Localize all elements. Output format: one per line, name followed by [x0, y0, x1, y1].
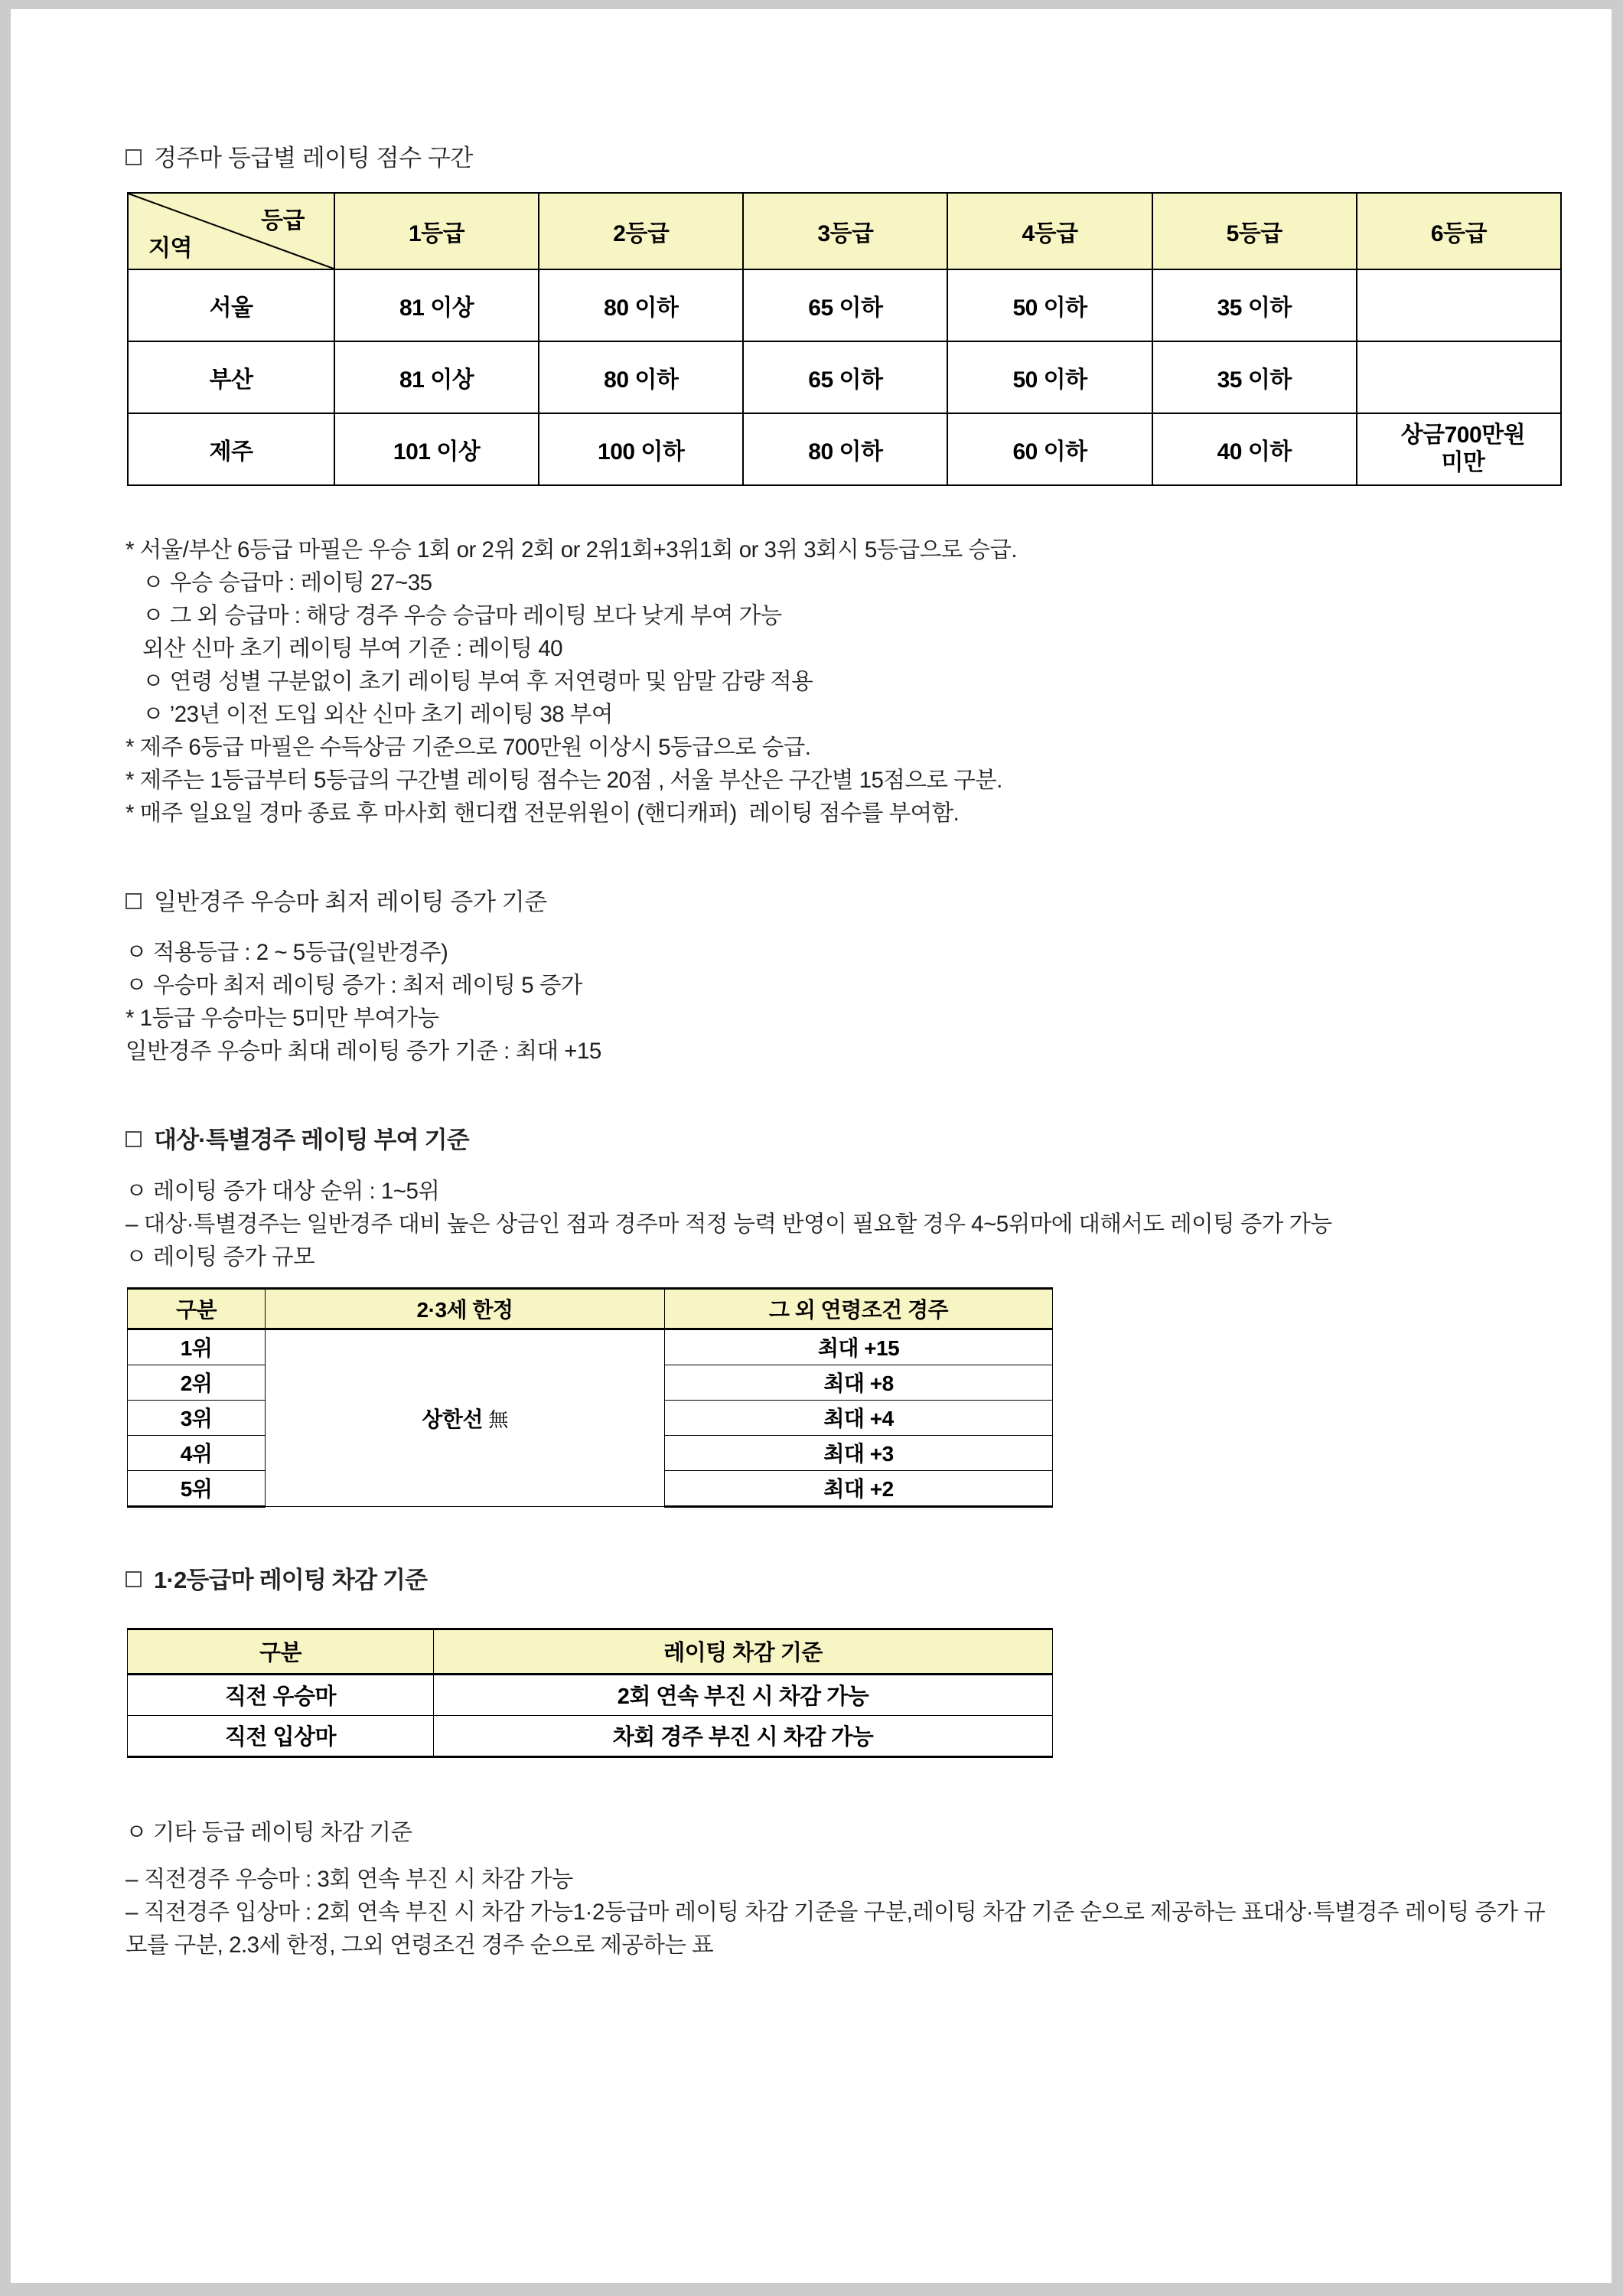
column-header-grade-2: 2등급 [539, 193, 743, 269]
note-line: 외산 신마 초기 레이팅 부여 기준 : 레이팅 40 [142, 636, 563, 662]
note-line: – 직전경주 입상마 : 2회 연속 부진 시 차감 가능1·2등급마 레이팅 차감 기준을 구분,레이팅 차감 기준 순으로 제공하는 표대상·특별경주 레이팅 증가 규모를 구분, 2.3세 한정, 그외 연령조건 경주 순으로 제공하는 표 [125, 1899, 1546, 1958]
note-line: ㅇ 그 외 승급마 : 해당 경주 우승 승급마 레이팅 보다 낮게 부여 가능 [142, 603, 782, 629]
cell-jeju-grade6-line1: 상금700만원 [1400, 422, 1526, 448]
cell-other-age-5: 최대 +2 [665, 1470, 1053, 1506]
table-row [128, 1715, 1053, 1756]
cell-jeju-grade5: 40 이하 [1152, 413, 1357, 485]
column-header-grade-5: 5등급 [1152, 193, 1357, 269]
column-header-division: 구분 [128, 1629, 434, 1674]
note-line: ㅇ 레이팅 증가 규모 [125, 1244, 315, 1270]
note-line: ㅇ ’23년 이전 도입 외산 신마 초기 레이팅 38 부여 [142, 702, 613, 728]
cell-rank-2: 2위 [128, 1365, 266, 1400]
note-line: – 직전경주 우승마 : 3회 연속 부진 시 차감 가능 [125, 1866, 573, 1892]
section-heading-special-race-rating [125, 1126, 1564, 1154]
cell-jeju-grade6-line2: 미만 [1441, 450, 1485, 476]
spacer [125, 830, 1564, 888]
note-line: – 대상·특별경주는 일반경주 대비 높은 상금인 점과 경주마 적정 능력 반영이 필요할 경우 4~5위마에 대해서도 레이팅 증가 가능 [125, 1211, 1332, 1237]
row-label-seoul: 서울 [128, 269, 334, 341]
cell-rank-1: 1위 [128, 1329, 266, 1365]
table-row [128, 413, 1561, 485]
section3-heading-text: 대상·특별경주 레이팅 부여 기준 [154, 1127, 469, 1154]
cell-busan-grade1: 81 이상 [334, 341, 539, 413]
document-page [11, 9, 1612, 2283]
note-line: ㅇ 레이팅 증가 대상 순위 : 1~5위 [125, 1178, 440, 1204]
cell-other-age-4: 최대 +3 [665, 1435, 1053, 1470]
rating-deduction-criteria-table [127, 1628, 1053, 1758]
column-header-other-age: 그 외 연령조건 경주 [665, 1288, 1053, 1329]
note-line: * 매주 일요일 경마 종료 후 마사회 핸디캡 전문위원이 (핸디캐퍼) 레이팅 점수를 부여함. [125, 801, 960, 827]
corner-diagonal-header-cell [128, 193, 334, 269]
section2-heading-text: 일반경주 우승마 최저 레이팅 증가 기준 [154, 889, 547, 916]
cell-seoul-grade5: 35 이하 [1152, 269, 1357, 341]
cell-rank-5: 5위 [128, 1470, 266, 1506]
column-header-deduction-criteria: 레이팅 차감 기준 [434, 1629, 1053, 1674]
cell-other-age-2: 최대 +8 [665, 1365, 1053, 1400]
note-line: * 제주는 1등급부터 5등급의 구간별 레이팅 점수는 20점 , 서울 부산은 구간별 15점으로 구분. [125, 768, 1002, 794]
column-header-division: 구분 [128, 1288, 266, 1329]
cell-jeju-grade3: 80 이하 [743, 413, 947, 485]
note-line: * 서울/부산 6등급 마필은 우승 1회 or 2위 2회 or 2위1회+3위1회 or 3위 3회시 5등급으로 승급. [125, 537, 1018, 563]
spacer [125, 1758, 1564, 1816]
spacer [125, 1274, 1564, 1287]
table-header-row [128, 193, 1561, 269]
row-label-jeju: 제주 [128, 413, 334, 485]
grade-rating-range-table [127, 192, 1562, 486]
cell-jeju-grade2: 100 이하 [539, 413, 743, 485]
spacer [125, 1068, 1564, 1126]
cell-seoul-grade4: 50 이하 [947, 269, 1152, 341]
spacer [125, 1849, 1564, 1863]
corner-column-label: 등급 [261, 208, 305, 234]
cell-seoul-grade2: 80 이하 [539, 269, 743, 341]
note-line: ㅇ 기타 등급 레이팅 차감 기준 [125, 1819, 412, 1845]
cell-no-upper-limit [266, 1329, 665, 1506]
spacer [125, 1508, 1564, 1566]
note-line: ㅇ 우승 승급마 : 레이팅 27~35 [142, 570, 432, 596]
cell-seoul-grade6 [1357, 269, 1561, 341]
cell-seoul-grade3: 65 이하 [743, 269, 947, 341]
rating-increase-scale-table [127, 1287, 1053, 1508]
column-header-age-limited: 2·3세 한정 [266, 1288, 665, 1329]
section1-heading-text: 경주마 등급별 레이팅 점수 구간 [154, 145, 473, 171]
row-label-busan: 부산 [128, 341, 334, 413]
section-heading-grade-ranges [125, 144, 1564, 172]
section-heading-min-rating-increase [125, 888, 1564, 916]
document-content [125, 144, 1564, 1962]
cell-jeju-grade1: 101 이상 [334, 413, 539, 485]
corner-row-label: 지역 [148, 236, 192, 262]
square-bullet-icon [125, 149, 142, 165]
cell-previous-placed-criteria: 차회 경주 부진 시 차감 가능 [434, 1715, 1053, 1756]
square-bullet-icon [125, 1571, 142, 1587]
table-row [128, 269, 1561, 341]
column-header-grade-3: 3등급 [743, 193, 947, 269]
note-line: * 제주 6등급 마필은 수득상금 기준으로 700만원 이상시 5등급으로 승급. [125, 735, 811, 761]
section4-heading-text: 1·2등급마 레이팅 차감 기준 [154, 1566, 428, 1593]
cell-previous-placed: 직전 입상마 [128, 1715, 434, 1756]
cell-busan-grade4: 50 이하 [947, 341, 1152, 413]
table-row [128, 1674, 1053, 1715]
note-line: ㅇ 우승마 최저 레이팅 증가 : 최저 레이팅 5 증가 [125, 973, 582, 999]
square-bullet-icon [125, 1131, 142, 1147]
table-row [128, 1329, 1053, 1365]
upper-limit-text: 상한선 [422, 1407, 489, 1431]
cell-busan-grade3: 65 이하 [743, 341, 947, 413]
spacer [125, 486, 1564, 533]
note-line: * 1등급 우승마는 5미만 부여가능 [125, 1006, 439, 1032]
table-row [128, 341, 1561, 413]
spacer [125, 1614, 1564, 1628]
column-header-grade-1: 1등급 [334, 193, 539, 269]
cell-previous-winner-criteria: 2회 연속 부진 시 차감 가능 [434, 1674, 1053, 1715]
cell-other-age-1: 최대 +15 [665, 1329, 1053, 1365]
cell-previous-winner: 직전 우승마 [128, 1674, 434, 1715]
square-bullet-icon [125, 893, 142, 909]
table-header-row [128, 1288, 1053, 1329]
cell-busan-grade6 [1357, 341, 1561, 413]
table-header-row [128, 1629, 1053, 1674]
cell-busan-grade5: 35 이하 [1152, 341, 1357, 413]
section-heading-deduction-criteria [125, 1566, 1564, 1594]
cell-busan-grade2: 80 이하 [539, 341, 743, 413]
column-header-grade-4: 4등급 [947, 193, 1152, 269]
cell-rank-4: 4위 [128, 1435, 266, 1470]
note-line: ㅇ 연령 성별 구분없이 초기 레이팅 부여 후 저연령마 및 암말 감량 적용 [142, 669, 813, 695]
cell-seoul-grade1: 81 이상 [334, 269, 539, 341]
cell-other-age-3: 최대 +4 [665, 1400, 1053, 1435]
note-line: ㅇ 적용등급 : 2 ~ 5등급(일반경주) [125, 940, 448, 966]
column-header-grade-6: 6등급 [1357, 193, 1561, 269]
cell-rank-3: 3위 [128, 1400, 266, 1435]
none-hanja-glyph: 無 [488, 1407, 508, 1431]
cell-jeju-grade6 [1357, 413, 1561, 485]
cell-jeju-grade4: 60 이하 [947, 413, 1152, 485]
note-line: 일반경주 우승마 최대 레이팅 증가 기준 : 최대 +15 [125, 1039, 601, 1065]
